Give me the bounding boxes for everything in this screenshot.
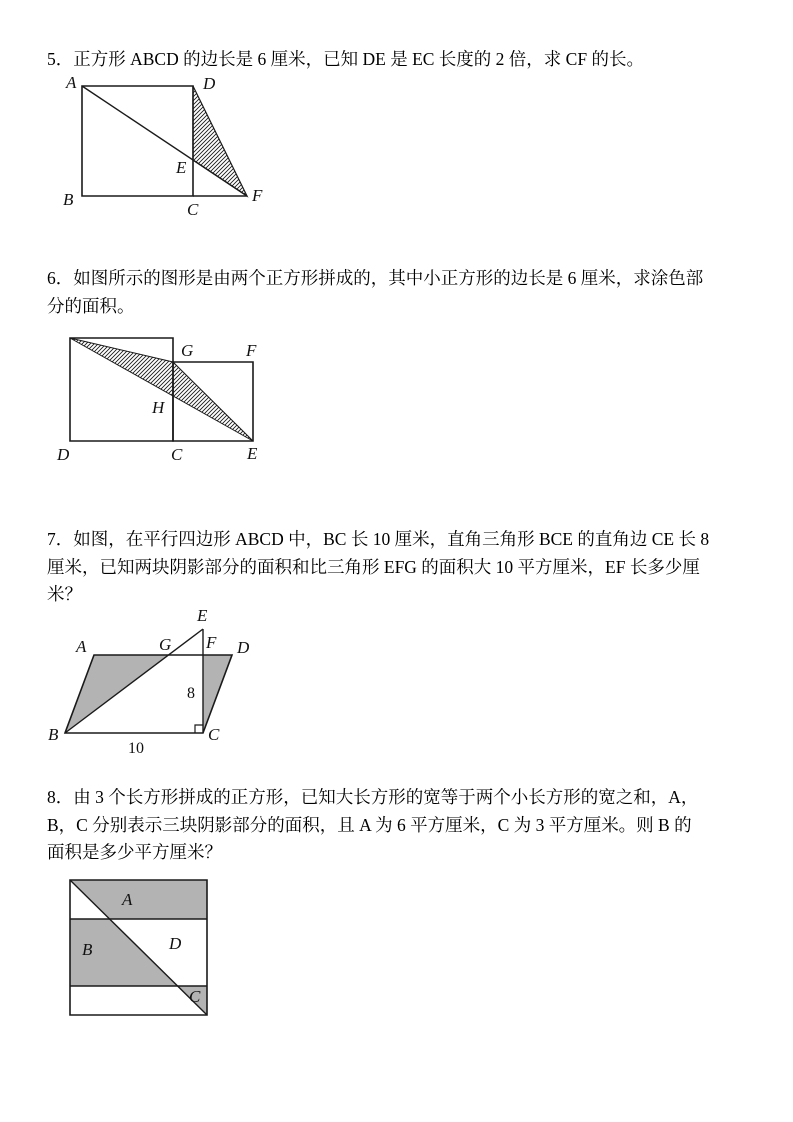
- fig7-label-e: E: [197, 606, 208, 625]
- fig7-label-d: D: [237, 638, 250, 657]
- fig5-hatched-triangle-def: [193, 86, 247, 196]
- problem-6: [47, 265, 757, 320]
- fig8-label-b: B: [82, 940, 93, 959]
- figure-8-drawing: [55, 875, 220, 1025]
- fig7-dim-bc: 10: [128, 740, 144, 757]
- problem-8-line-3: 面积是多少平方厘米？: [47, 842, 222, 862]
- fig6-label-h: H: [152, 398, 165, 417]
- fig5-label-d: D: [203, 74, 216, 93]
- fig7-right-angle-mark: [195, 725, 203, 733]
- fig5-label-b: B: [63, 190, 74, 209]
- fig7-label-b: B: [48, 725, 59, 744]
- problem-6-line-2: 分的面积。: [47, 295, 135, 316]
- figure-5: [40, 70, 280, 225]
- fig7-label-c: C: [208, 725, 220, 744]
- fig5-label-e: E: [176, 158, 187, 177]
- figure-8: [55, 875, 220, 1025]
- fig7-label-a: A: [76, 637, 87, 656]
- fig5-label-f: F: [252, 186, 263, 205]
- problem-8: [47, 784, 757, 867]
- problem-8-line-2: B，C 分别表示三块阴影部分的面积，且 A 为 6 平方厘米，C 为 3 平方厘米。则 B 的: [47, 814, 692, 835]
- figure-7-drawing: [40, 603, 320, 768]
- fig8-label-a: A: [122, 890, 133, 909]
- fig8-label-c: C: [189, 987, 201, 1006]
- problem-7: [47, 526, 757, 609]
- figure-6-drawing: [40, 330, 280, 470]
- problem-6-line-1: 6．如图所示的图形是由两个正方形拼成的，其中小正方形的边长是 6 厘米，求涂色部: [47, 268, 704, 288]
- problem-7-line-2: 厘米，已知两块阴影部分的面积和比三角形 EFG 的面积大 10 平方厘米，EF 长多少厘: [47, 556, 700, 577]
- figure-5-drawing: [40, 70, 280, 225]
- fig6-hatched-region: [70, 338, 253, 441]
- fig7-label-g: G: [159, 635, 172, 654]
- problem-7-line-3: 米？: [47, 584, 82, 604]
- fig6-label-f: F: [246, 341, 257, 360]
- figure-6: [40, 330, 280, 470]
- problem-8-line-1: 8．由 3 个长方形拼成的正方形，已知大长方形的宽等于两个小长方形的宽之和，A，: [47, 787, 699, 807]
- fig6-label-g: G: [181, 341, 194, 360]
- figure-7: [40, 603, 320, 768]
- fig5-label-c: C: [187, 200, 199, 219]
- fig5-label-a: A: [66, 73, 77, 92]
- fig6-label-d: D: [57, 445, 70, 464]
- fig5-line-af: [82, 86, 247, 196]
- fig6-label-e: E: [247, 444, 258, 463]
- fig6-label-c: C: [171, 445, 183, 464]
- fig7-label-f: F: [206, 633, 217, 652]
- problem-7-line-1: 7．如图，在平行四边形 ABCD 中，BC 长 10 厘米，直角三角形 BCE 的直角边 CE 长 8: [47, 529, 710, 549]
- fig8-label-d: D: [169, 934, 182, 953]
- fig5-square-abcd: [82, 86, 193, 196]
- fig7-dim-ce: 8: [187, 685, 195, 702]
- problem-5-line-1: 5．正方形 ABCD 的边长是 6 厘米，已知 DE 是 EC 长度的 2 倍，求 CF 的长。: [47, 49, 644, 69]
